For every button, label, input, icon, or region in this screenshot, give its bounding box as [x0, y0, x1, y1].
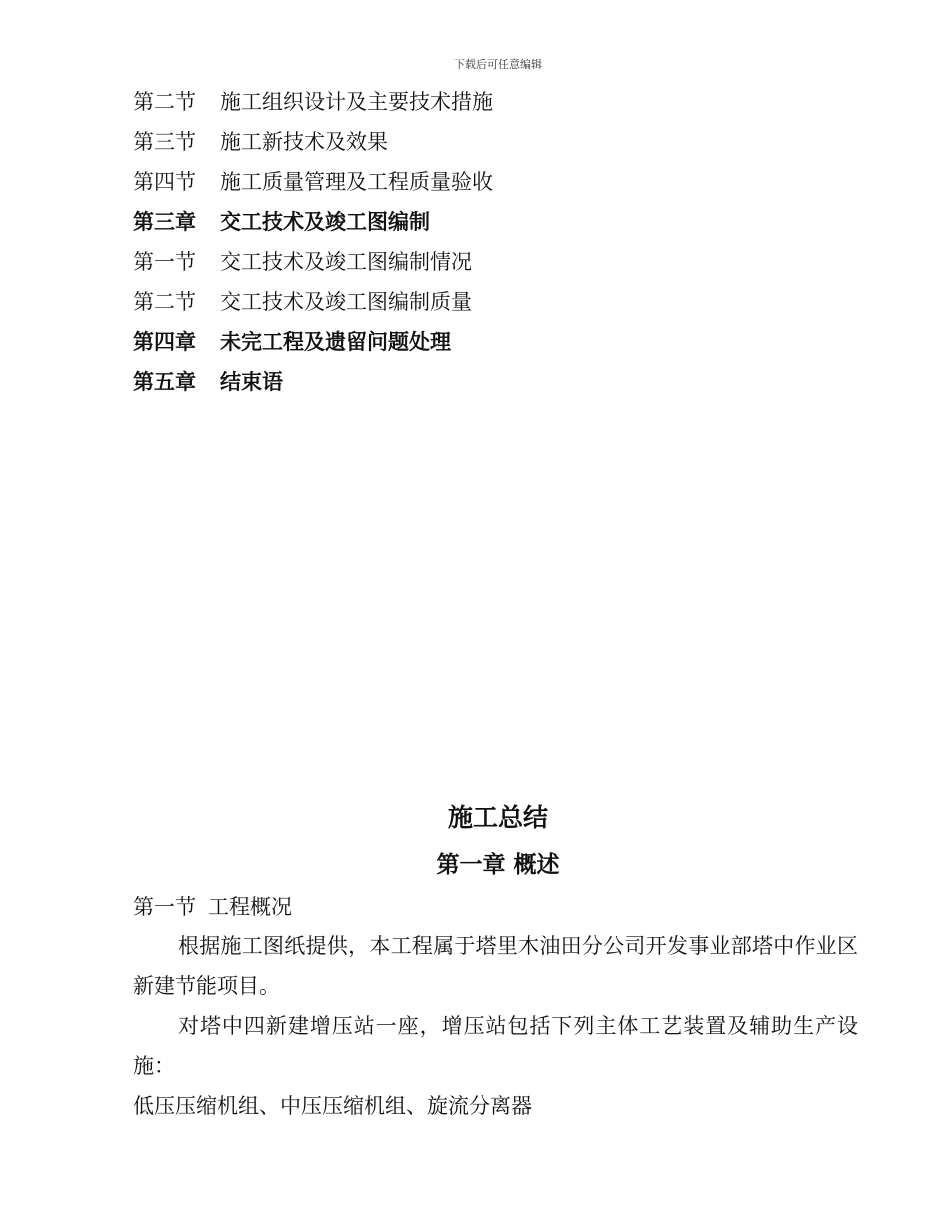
document-title: 施工总结	[447, 803, 548, 832]
toc-entry-title: 施工质量管理及工程质量验收	[220, 170, 493, 194]
toc-entry	[133, 168, 493, 196]
chapter-title: 第一章 概述	[436, 851, 560, 878]
header-note: 下载后可任意编辑	[454, 58, 542, 71]
toc-chapter-entry	[133, 368, 283, 396]
body-paragraph: 根据施工图纸提供，本工程属于塔里木油田分公司开发事业部塔中作业区新建节能项目。	[133, 934, 858, 998]
toc-entry-number: 第二节	[133, 90, 196, 114]
toc-entry-number: 第三章	[133, 209, 196, 234]
section-number: 第一节	[133, 895, 196, 919]
toc-entry-title: 未完工程及遗留问题处理	[220, 329, 451, 354]
toc-entry-title: 交工技术及竣工图编制质量	[220, 290, 472, 314]
toc-entry-number: 第二节	[133, 290, 196, 314]
toc-entry-number: 第四章	[133, 329, 196, 354]
toc-entry-title: 结束语	[220, 369, 283, 394]
toc-entry-number: 第五章	[133, 369, 196, 394]
toc-entry-title: 交工技术及竣工图编制情况	[220, 250, 472, 274]
section-heading	[133, 893, 292, 921]
toc-entry-number: 第四节	[133, 170, 196, 194]
section-title: 工程概况	[208, 895, 292, 919]
toc-chapter-entry	[133, 328, 451, 356]
toc-chapter-entry	[133, 208, 430, 236]
equipment-list-line: 低压压缩机组、中压压缩机组、旋流分离器	[133, 1094, 532, 1118]
body-paragraph: 对塔中四新建增压站一座，增压站包括下列主体工艺装置及辅助生产设施：	[133, 1014, 858, 1078]
toc-entry-title: 施工新技术及效果	[220, 130, 388, 154]
toc-entry	[133, 288, 472, 316]
toc-entry-title: 交工技术及竣工图编制	[220, 209, 430, 234]
toc-entry-number: 第三节	[133, 130, 196, 154]
toc-entry	[133, 248, 472, 276]
toc-entry-number: 第一节	[133, 250, 196, 274]
toc-entry	[133, 128, 388, 156]
toc-entry-title: 施工组织设计及主要技术措施	[220, 90, 493, 114]
toc-entry	[133, 88, 493, 116]
